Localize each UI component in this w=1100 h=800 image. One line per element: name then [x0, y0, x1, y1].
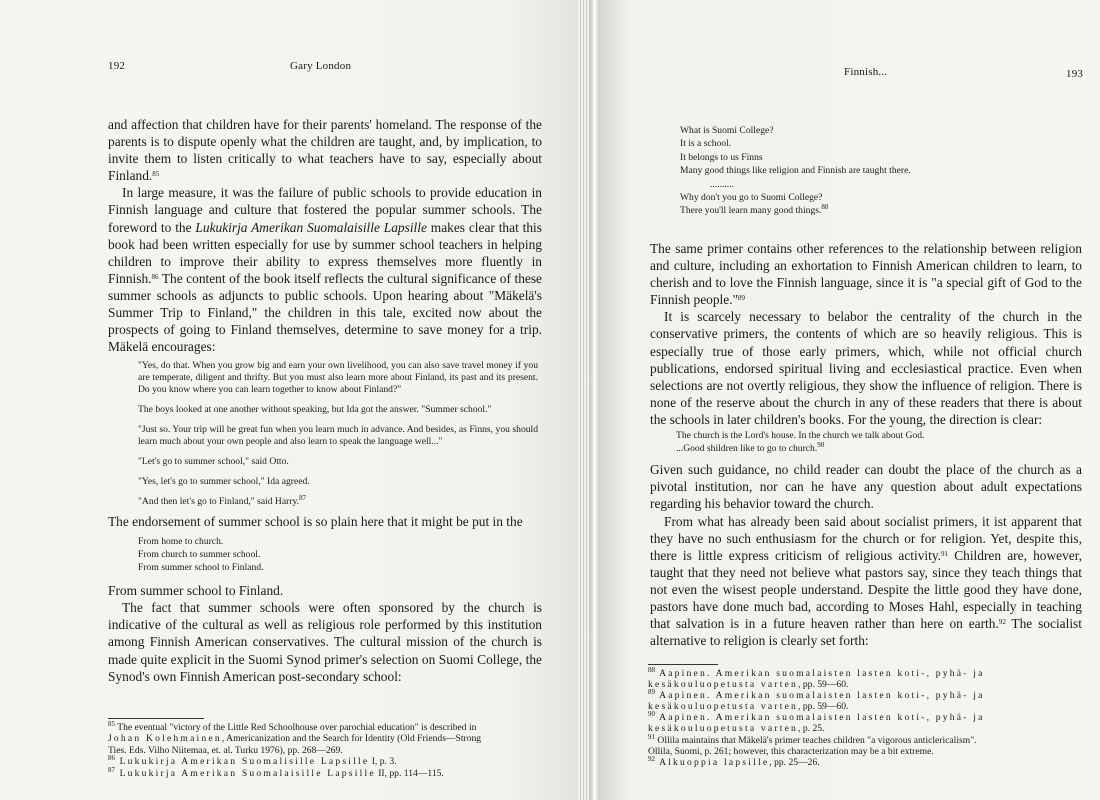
running-head-left: Gary London	[290, 60, 352, 72]
left-footnotes: $^{85}$ The eventual "victory of the Little Red Schoolhouse over parochial education" is described in Johan Kolehmainen, Americanization and the Search for Identity (Old Friends—Strong Ties. Eds. Vilho Niitemaa, et. al. Turku 1976), pp. 268—269. $^{86}$ Lukukirja Amerikan Suomalisille Lapsille I, p. 3. $^{87}$ Lukukirja Amerikan Suomalaisille Lapsille II, pp. 114—115.	[108, 720, 482, 779]
paragraph: It is scarcely necessary to belabor the centrality of the church in the conservative primers, the contents of which are so heavily religious. This is especially true of those early primers, which, while not official church publications, endorsed spiritual living and ecclesiastical practice. Even when selections are not overtly religious, they show the influence of religion. There is none of the reserve about the church in any of these readers that there is about the schools in later children's books. For the young, the direction is clear:	[650, 309, 1082, 427]
paragraph: and affection that children have for their parents' homeland. The response of the parents is to dispute openly what the children are taught, and, by implication, to invite them to listen critically to what teachers have to say, especially about Finland.$^{85}$	[108, 117, 542, 184]
paragraph: From what has already been said about socialist primers, it ist apparent that they have no such enthusiasm for the church or for religion. Yet, despite this, there is little express criticism of religious activity.$^{91}$ Children are, however, taught that they need not believe what pastors say, since they teach things that not even the wisest people understand. Despite the little good they have done, pastors have done much bad, according to Moses Hahl, especially in teaching that salvation is in a future heaven rather than here on earth.$^{92}$ The socialist alternative to religion is clearly set forth:	[650, 513, 1082, 649]
paragraph: In large measure, it was the failure of public schools to provide education in Finnish language and culture that fostered the popular summer schools. The foreword to the Lukukirja Amerikan Suomalaisille Lapsille makes clear that this book had been written especially for use by summer school teachers in helping children to improve their ability to express themselves more fluently in Finnish.$^{86}$ The content of the book itself reflects the cultural significance of these summer schools as adjuncts to public schools. Upon hearing about "Mäkelä's Summer Trip to Finland," the children in this tale, excited now about the prospects of going to Finland themselves, determine to save money for a trip. Mäkelä encourages:	[108, 185, 542, 355]
right-footnotes: $^{88}$ Aapinen. Amerikan suomalaisten lasten koti-, pyhä- ja kesäkouluopetusta varten, pp. 59—60. $^{89}$ Aapinen. Amerikan suomalaisten lasten koti-, pyhä- ja kesäkouluopetusta varten, pp. 59—60. $^{90}$ Aapinen. Amerikan suomalaisten lasten koti-, pyhä- ja kesäkouluopetusta varten, p. 25. $^{91}$ Ollila maintains that Mäkelä's primer teaches children "a vigorous anticlericalism". Ollila, Suomi, p. 261; however, this characterization may be a bit extreme. $^{92}$ Alkuoppia lapsille, pp. 25—26.	[648, 666, 985, 768]
running-head-right: Finnish...	[844, 66, 888, 78]
right-body	[650, 240, 1082, 649]
footnote-rule	[108, 718, 204, 719]
block-quote: "Yes, do that. When you grow big and earn your own livelihood, you can also save travel money if you are temperate, diligent and thrifty. But you must also learn more about Finland, its past and its present. Do you know where you can learn together to know about Finland?" The boys looked at one another without speaking, but Ida got the answer. "Summer school." "Just so. Your trip will be great fun when you learn much in advance. And besides, as Finns, you should learn much about your own people and also learn to speak the language well..." "Let's go to summer school," said Otto. "Yes, let's go to summer school," Ida agreed. "And then let's go to Finland," said Harry.$^{87}$	[138, 360, 538, 508]
paragraph: Given such guidance, no child reader can doubt the place of the church as a pivotal institution, nor can he have any question about adult expectations regarding his behavior toward the church.	[650, 462, 1082, 512]
verse: From home to church. From church to summer school. From summer school to Finland.	[138, 536, 264, 573]
paragraph: The fact that summer schools were often sponsored by the church is indicative of the cultural as well as religious role performed by this institution among Finnish American conservatives. The cultural mission of the church is made quite explicit in the Suomi Synod primer's selection on Suomi College, the Synod's own Finnish American post-secondary school:	[108, 600, 542, 684]
left-body	[108, 116, 542, 685]
paragraph: From summer school to Finland.	[108, 583, 284, 599]
page-number-left: 192	[108, 60, 126, 72]
paragraph: The endorsement of summer school is so plain here that it might be put in the	[108, 514, 523, 530]
page-number-right: 193	[1066, 68, 1084, 80]
right-page	[600, 0, 1100, 800]
block-quote: The church is the Lord's house. In the church we talk about God. ...Good shildren like to go to church.$^{90}$	[676, 430, 925, 454]
verse-suomi-college: What is Suomi College? It is a school. It belongs to us Finns Many good things like religion and Finnish are taught there. .......... Why don't you go to Suomi College? There you'll learn many good things.$^{88}$	[680, 125, 911, 217]
paragraph: The same primer contains other references to the relationship between religion and culture, including an exhortation to Finnish American children to learn, to cherish and to love the Finnish language, since it is "a special gift of God to the Finnish people."$^{89}$	[650, 241, 1082, 308]
footnote-rule	[648, 664, 718, 665]
